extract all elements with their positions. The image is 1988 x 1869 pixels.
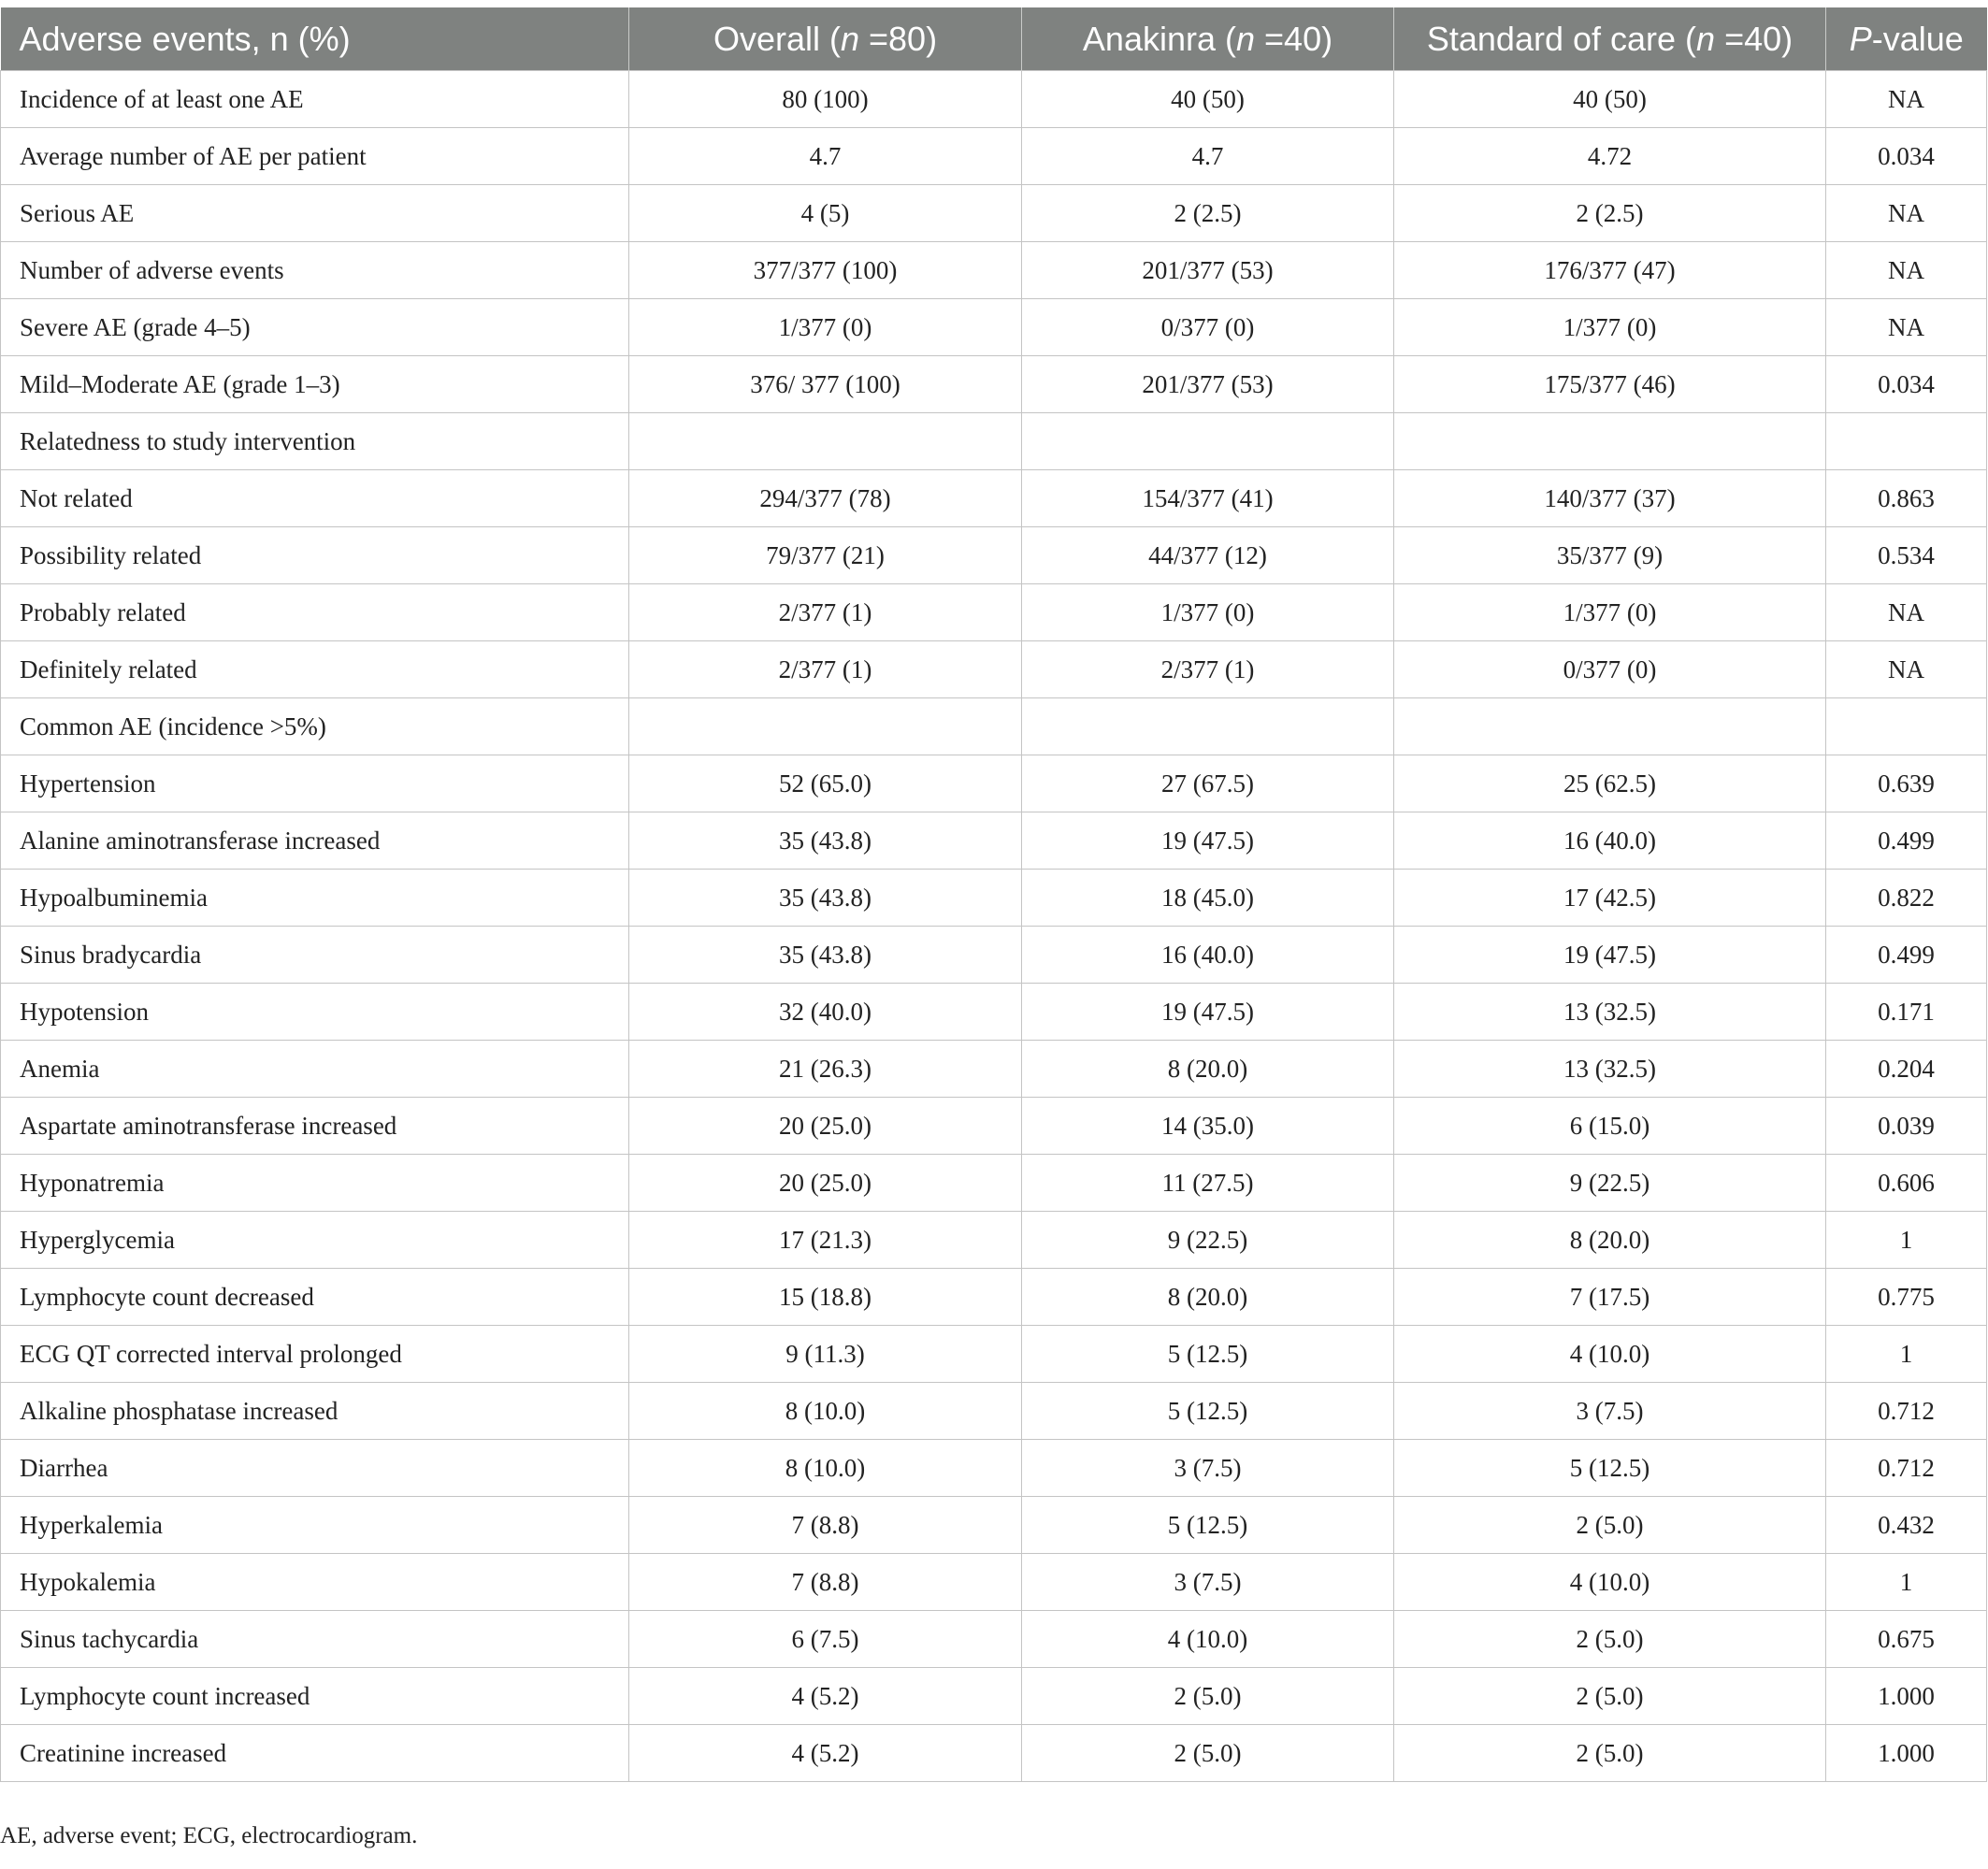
label-cell: Alkaline phosphatase increased	[1, 1383, 629, 1440]
p-value-cell: 0.499	[1826, 812, 1987, 870]
anakinra-cell: 11 (27.5)	[1022, 1155, 1394, 1212]
table-row	[1, 185, 1987, 242]
anakinra-cell: 201/377 (53)	[1022, 242, 1394, 299]
table-row	[1, 1326, 1987, 1383]
standard-of-care-cell: 3 (7.5)	[1394, 1383, 1826, 1440]
standard-of-care-cell: 19 (47.5)	[1394, 927, 1826, 984]
standard-of-care-cell: 13 (32.5)	[1394, 984, 1826, 1041]
overall-cell: 8 (10.0)	[629, 1440, 1022, 1497]
label-cell: Diarrhea	[1, 1440, 629, 1497]
table-row	[1, 755, 1987, 812]
p-value-cell: NA	[1826, 185, 1987, 242]
standard-of-care-cell: 2 (5.0)	[1394, 1611, 1826, 1668]
label-cell: Creatinine increased	[1, 1725, 629, 1782]
overall-cell	[629, 413, 1022, 470]
overall-cell: 35 (43.8)	[629, 870, 1022, 927]
anakinra-cell: 5 (12.5)	[1022, 1383, 1394, 1440]
p-value-cell: 0.675	[1826, 1611, 1987, 1668]
table-row	[1, 698, 1987, 755]
table-row	[1, 527, 1987, 584]
overall-cell: 35 (43.8)	[629, 927, 1022, 984]
anakinra-cell: 9 (22.5)	[1022, 1212, 1394, 1269]
overall-cell: 7 (8.8)	[629, 1497, 1022, 1554]
table-row	[1, 128, 1987, 185]
table-row	[1, 584, 1987, 641]
table-header	[1, 7, 1987, 71]
anakinra-cell: 8 (20.0)	[1022, 1269, 1394, 1326]
label-cell: Sinus tachycardia	[1, 1611, 629, 1668]
table-row	[1, 927, 1987, 984]
label-cell: Hypokalemia	[1, 1554, 629, 1611]
p-value-cell: 0.775	[1826, 1269, 1987, 1326]
table-row	[1, 1383, 1987, 1440]
label-cell: Common AE (incidence >5%)	[1, 698, 629, 755]
table-row	[1, 1269, 1987, 1326]
anakinra-cell: 19 (47.5)	[1022, 812, 1394, 870]
overall-cell: 79/377 (21)	[629, 527, 1022, 584]
label-cell: Hypotension	[1, 984, 629, 1041]
standard-of-care-cell	[1394, 698, 1826, 755]
label-cell: Serious AE	[1, 185, 629, 242]
header-standard-of-care: Standard of care (n =40)	[1394, 7, 1826, 71]
p-value-cell: 0.034	[1826, 128, 1987, 185]
p-value-cell: NA	[1826, 299, 1987, 356]
standard-of-care-cell: 6 (15.0)	[1394, 1098, 1826, 1155]
anakinra-cell: 2 (5.0)	[1022, 1668, 1394, 1725]
anakinra-cell: 154/377 (41)	[1022, 470, 1394, 527]
label-cell: Mild–Moderate AE (grade 1–3)	[1, 356, 629, 413]
standard-of-care-cell: 4 (10.0)	[1394, 1326, 1826, 1383]
overall-cell: 1/377 (0)	[629, 299, 1022, 356]
overall-cell: 9 (11.3)	[629, 1326, 1022, 1383]
table-row	[1, 242, 1987, 299]
label-cell: Hypertension	[1, 755, 629, 812]
p-value-cell: NA	[1826, 584, 1987, 641]
anakinra-cell: 18 (45.0)	[1022, 870, 1394, 927]
label-cell: Alanine aminotransferase increased	[1, 812, 629, 870]
label-cell: Anemia	[1, 1041, 629, 1098]
table-row	[1, 1440, 1987, 1497]
overall-cell: 6 (7.5)	[629, 1611, 1022, 1668]
standard-of-care-cell: 4 (10.0)	[1394, 1554, 1826, 1611]
anakinra-cell	[1022, 698, 1394, 755]
standard-of-care-cell: 8 (20.0)	[1394, 1212, 1826, 1269]
table-row	[1, 1668, 1987, 1725]
table-row	[1, 71, 1987, 128]
header-adverse-events: Adverse events, n (%)	[1, 7, 629, 71]
anakinra-cell: 2 (5.0)	[1022, 1725, 1394, 1782]
p-value-cell: 0.432	[1826, 1497, 1987, 1554]
overall-cell: 7 (8.8)	[629, 1554, 1022, 1611]
p-value-cell: 0.863	[1826, 470, 1987, 527]
table-row	[1, 299, 1987, 356]
p-value-cell: 1	[1826, 1212, 1987, 1269]
overall-cell: 20 (25.0)	[629, 1155, 1022, 1212]
anakinra-cell: 19 (47.5)	[1022, 984, 1394, 1041]
overall-cell: 52 (65.0)	[629, 755, 1022, 812]
label-cell: Incidence of at least one AE	[1, 71, 629, 128]
table-row	[1, 984, 1987, 1041]
p-value-cell: 1	[1826, 1326, 1987, 1383]
standard-of-care-cell: 2 (5.0)	[1394, 1497, 1826, 1554]
anakinra-cell: 44/377 (12)	[1022, 527, 1394, 584]
overall-cell: 294/377 (78)	[629, 470, 1022, 527]
anakinra-cell: 5 (12.5)	[1022, 1497, 1394, 1554]
anakinra-cell: 8 (20.0)	[1022, 1041, 1394, 1098]
anakinra-cell: 5 (12.5)	[1022, 1326, 1394, 1383]
overall-cell: 4 (5)	[629, 185, 1022, 242]
overall-cell: 4.7	[629, 128, 1022, 185]
table-row	[1, 1497, 1987, 1554]
overall-cell: 21 (26.3)	[629, 1041, 1022, 1098]
table-row	[1, 812, 1987, 870]
label-cell: Hyperglycemia	[1, 1212, 629, 1269]
anakinra-cell: 0/377 (0)	[1022, 299, 1394, 356]
standard-of-care-cell: 176/377 (47)	[1394, 242, 1826, 299]
anakinra-cell: 14 (35.0)	[1022, 1098, 1394, 1155]
p-value-cell: 0.712	[1826, 1440, 1987, 1497]
overall-cell: 4 (5.2)	[629, 1668, 1022, 1725]
standard-of-care-cell	[1394, 413, 1826, 470]
table-row	[1, 1155, 1987, 1212]
standard-of-care-cell: 17 (42.5)	[1394, 870, 1826, 927]
header-overall: Overall (n =80)	[629, 7, 1022, 71]
standard-of-care-cell: 2 (5.0)	[1394, 1668, 1826, 1725]
label-cell: Possibility related	[1, 527, 629, 584]
table-row	[1, 470, 1987, 527]
p-value-cell: 0.639	[1826, 755, 1987, 812]
label-cell: Hypoalbuminemia	[1, 870, 629, 927]
anakinra-cell: 2 (2.5)	[1022, 185, 1394, 242]
label-cell: Hyponatremia	[1, 1155, 629, 1212]
standard-of-care-cell: 25 (62.5)	[1394, 755, 1826, 812]
standard-of-care-cell: 9 (22.5)	[1394, 1155, 1826, 1212]
header-row	[1, 7, 1987, 71]
standard-of-care-cell: 5 (12.5)	[1394, 1440, 1826, 1497]
anakinra-cell: 4 (10.0)	[1022, 1611, 1394, 1668]
anakinra-cell: 3 (7.5)	[1022, 1440, 1394, 1497]
p-value-cell: NA	[1826, 641, 1987, 698]
anakinra-cell: 3 (7.5)	[1022, 1554, 1394, 1611]
table-row	[1, 641, 1987, 698]
label-cell: Definitely related	[1, 641, 629, 698]
label-cell: Hyperkalemia	[1, 1497, 629, 1554]
label-cell: ECG QT corrected interval prolonged	[1, 1326, 629, 1383]
anakinra-cell: 1/377 (0)	[1022, 584, 1394, 641]
table-row	[1, 1554, 1987, 1611]
header-anakinra: Anakinra (n =40)	[1022, 7, 1394, 71]
anakinra-cell: 16 (40.0)	[1022, 927, 1394, 984]
p-value-cell: 0.712	[1826, 1383, 1987, 1440]
p-value-cell: 1.000	[1826, 1668, 1987, 1725]
standard-of-care-cell: 35/377 (9)	[1394, 527, 1826, 584]
overall-cell: 35 (43.8)	[629, 812, 1022, 870]
overall-cell: 20 (25.0)	[629, 1098, 1022, 1155]
p-value-cell: 0.822	[1826, 870, 1987, 927]
standard-of-care-cell: 16 (40.0)	[1394, 812, 1826, 870]
p-value-cell	[1826, 413, 1987, 470]
standard-of-care-cell: 2 (5.0)	[1394, 1725, 1826, 1782]
standard-of-care-cell: 1/377 (0)	[1394, 584, 1826, 641]
label-cell: Sinus bradycardia	[1, 927, 629, 984]
overall-cell: 2/377 (1)	[629, 584, 1022, 641]
anakinra-cell	[1022, 413, 1394, 470]
label-cell: Lymphocyte count decreased	[1, 1269, 629, 1326]
standard-of-care-cell: 13 (32.5)	[1394, 1041, 1826, 1098]
p-value-cell	[1826, 698, 1987, 755]
overall-cell: 4 (5.2)	[629, 1725, 1022, 1782]
anakinra-cell: 40 (50)	[1022, 71, 1394, 128]
anakinra-cell: 2/377 (1)	[1022, 641, 1394, 698]
table-row	[1, 356, 1987, 413]
table-row	[1, 1041, 1987, 1098]
p-value-cell: 0.534	[1826, 527, 1987, 584]
standard-of-care-cell: 4.72	[1394, 128, 1826, 185]
header-p-value: P-value	[1826, 7, 1987, 71]
anakinra-cell: 201/377 (53)	[1022, 356, 1394, 413]
standard-of-care-cell: 0/377 (0)	[1394, 641, 1826, 698]
anakinra-cell: 4.7	[1022, 128, 1394, 185]
p-value-cell: 1	[1826, 1554, 1987, 1611]
overall-cell: 2/377 (1)	[629, 641, 1022, 698]
label-cell: Average number of AE per patient	[1, 128, 629, 185]
p-value-cell: 0.606	[1826, 1155, 1987, 1212]
label-cell: Number of adverse events	[1, 242, 629, 299]
overall-cell: 80 (100)	[629, 71, 1022, 128]
adverse-events-table	[0, 7, 1987, 1782]
p-value-cell: 0.499	[1826, 927, 1987, 984]
standard-of-care-cell: 140/377 (37)	[1394, 470, 1826, 527]
p-value-cell: 1.000	[1826, 1725, 1987, 1782]
overall-cell: 376/ 377 (100)	[629, 356, 1022, 413]
table-body	[1, 71, 1987, 1782]
overall-cell: 32 (40.0)	[629, 984, 1022, 1041]
anakinra-cell: 27 (67.5)	[1022, 755, 1394, 812]
p-value-cell: NA	[1826, 242, 1987, 299]
overall-cell	[629, 698, 1022, 755]
table-row	[1, 413, 1987, 470]
standard-of-care-cell: 40 (50)	[1394, 71, 1826, 128]
table-row	[1, 1611, 1987, 1668]
table-row	[1, 870, 1987, 927]
table-footnote: AE, adverse event; ECG, electrocardiogram.	[0, 1823, 418, 1848]
p-value-cell: NA	[1826, 71, 1987, 128]
standard-of-care-cell: 7 (17.5)	[1394, 1269, 1826, 1326]
p-value-cell: 0.039	[1826, 1098, 1987, 1155]
standard-of-care-cell: 175/377 (46)	[1394, 356, 1826, 413]
label-cell: Relatedness to study intervention	[1, 413, 629, 470]
label-cell: Aspartate aminotransferase increased	[1, 1098, 629, 1155]
standard-of-care-cell: 2 (2.5)	[1394, 185, 1826, 242]
overall-cell: 377/377 (100)	[629, 242, 1022, 299]
table-row	[1, 1098, 1987, 1155]
p-value-cell: 0.204	[1826, 1041, 1987, 1098]
overall-cell: 15 (18.8)	[629, 1269, 1022, 1326]
label-cell: Not related	[1, 470, 629, 527]
label-cell: Lymphocyte count increased	[1, 1668, 629, 1725]
standard-of-care-cell: 1/377 (0)	[1394, 299, 1826, 356]
label-cell: Severe AE (grade 4–5)	[1, 299, 629, 356]
table-row	[1, 1212, 1987, 1269]
p-value-cell: 0.171	[1826, 984, 1987, 1041]
p-value-cell: 0.034	[1826, 356, 1987, 413]
label-cell: Probably related	[1, 584, 629, 641]
overall-cell: 8 (10.0)	[629, 1383, 1022, 1440]
table-row	[1, 1725, 1987, 1782]
overall-cell: 17 (21.3)	[629, 1212, 1022, 1269]
